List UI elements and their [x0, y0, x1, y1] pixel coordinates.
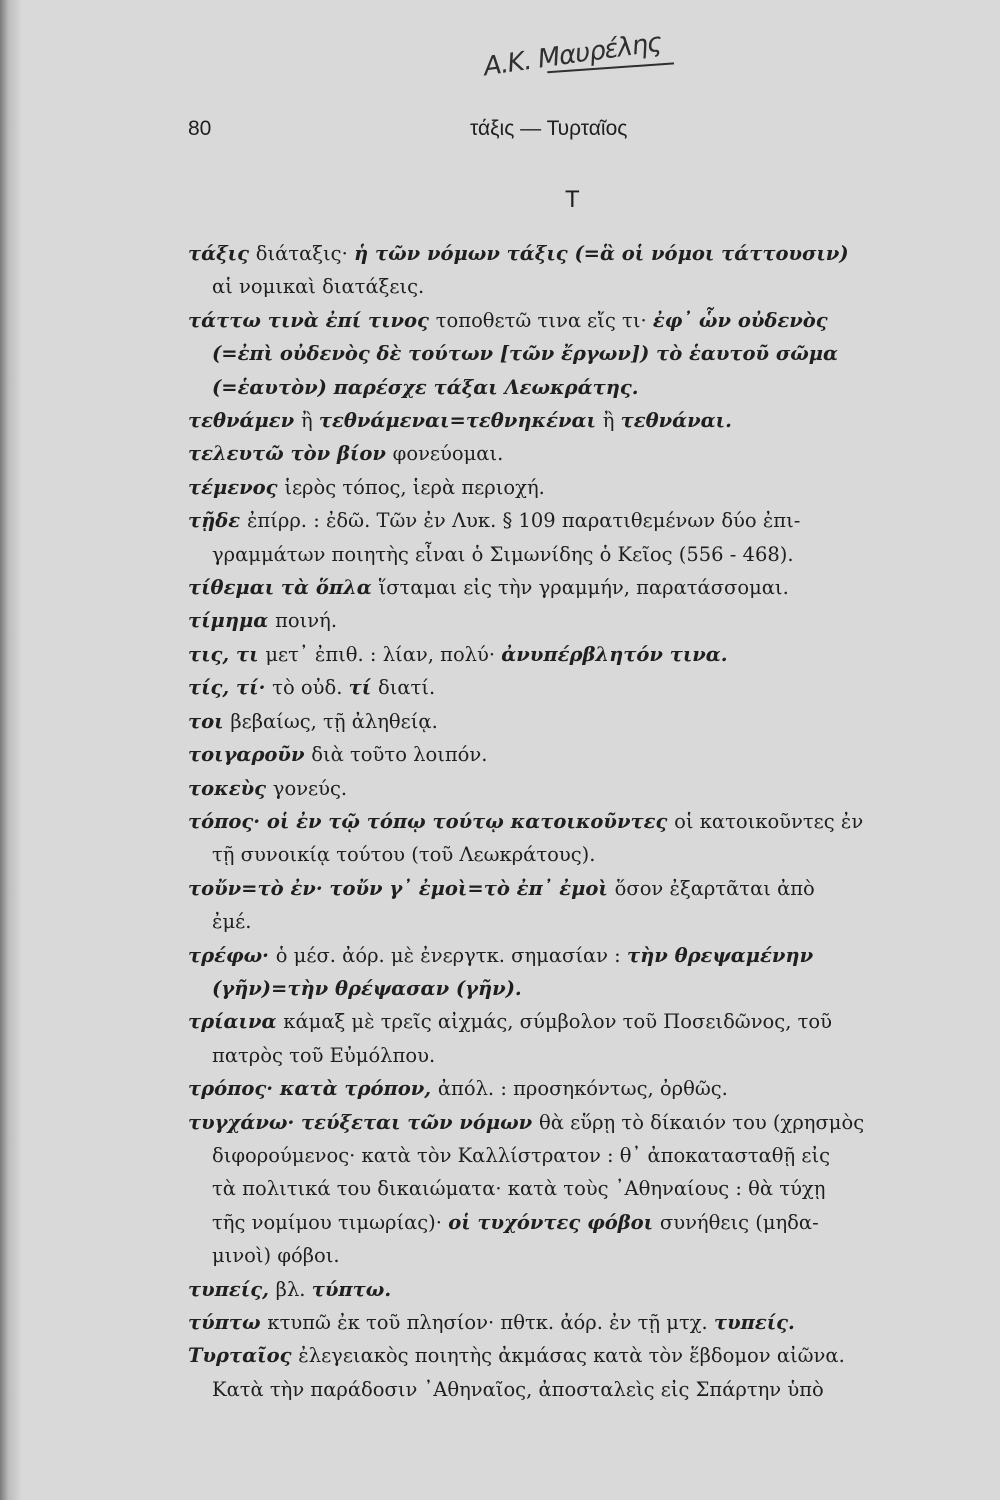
- glossary-entry-toun: [188, 872, 988, 939]
- definition-text: ποινή.: [275, 609, 338, 633]
- glossary-entry-teleuto: [188, 437, 988, 470]
- headword: τῇδε: [188, 509, 247, 533]
- entry-line: [188, 772, 988, 805]
- definition-text: τὸ οὐδ.: [272, 676, 349, 700]
- entry-line: [188, 705, 988, 738]
- definition-text: ἀπόλ. : προσηκόντως, ὀρθῶς.: [437, 1077, 728, 1101]
- entry-line: [188, 1306, 988, 1339]
- quoted-phrase: οἱ ἐν τῷ τόπῳ τούτῳ κατοικοῦντες: [266, 809, 675, 833]
- glossary-entry-tis2: [188, 671, 988, 704]
- definition-text: διφορούμενος· κατὰ τὸν Καλλίστρατον : θ᾽ ἀποκατασταθῇ εἰς: [212, 1143, 831, 1167]
- glossary-entry-typto: [188, 1306, 988, 1339]
- glossary-entry-temenos: [188, 471, 988, 504]
- headword: τίς, τί·: [188, 676, 273, 700]
- glossary-entry-timema: [188, 604, 988, 637]
- headword: τοι: [188, 709, 231, 733]
- definition-text: αἱ νομικαὶ διατάξεις.: [212, 275, 425, 299]
- definition-text: ἢ: [300, 409, 319, 433]
- entry-line: [188, 1005, 988, 1038]
- headword: τίμημα: [188, 609, 276, 633]
- section-letter: Τ: [565, 186, 580, 213]
- headword: τελευτῶ τὸν βίον: [188, 442, 393, 466]
- entry-line: [188, 604, 988, 637]
- quoted-phrase: (=ἐπὶ οὐδενὸς δὲ τούτων [τῶν ἔργων]) τὸ ἑαυτοῦ σῶμα: [212, 342, 839, 366]
- headword: τυγχάνω· τεύξεται τῶν νόμων: [188, 1110, 539, 1134]
- definition-text: ἢ: [602, 409, 621, 433]
- entry-line: [188, 1239, 988, 1272]
- page-edge-shadow: [0, 0, 22, 1500]
- entry-line: [188, 805, 988, 838]
- headword: τρέφω·: [188, 943, 276, 967]
- definition-text: διάταξις·: [255, 242, 354, 265]
- definition-text: κάμαξ μὲ τρεῖς αἰχμάς, σύμβολον τοῦ Ποσειδῶνος, τοῦ: [283, 1010, 833, 1034]
- entry-line: [188, 638, 988, 671]
- headword: τοὔν=τὸ ἐν· τοὔν γ᾽ ἐμοὶ=τὸ ἐπ᾽ ἐμοὶ: [188, 876, 615, 900]
- glossary-entry-tokeus: [188, 772, 988, 805]
- definition-text: βλ.: [275, 1277, 312, 1301]
- headword: τυπείς,: [188, 1277, 276, 1301]
- glossary-entry-tis: [188, 638, 988, 671]
- headword: Τυρταῖος: [188, 1344, 299, 1368]
- headword: τρόπος· κατὰ τρόπον,: [188, 1077, 438, 1101]
- entry-line: [188, 437, 988, 470]
- closing-paragraph: Κατὰ τὴν παράδοσιν ᾽Αθηναῖος, ἀποσταλεὶς εἰς Σπάρτην ὑπὸ: [212, 1377, 824, 1401]
- glossary-entry-tatto: [188, 304, 988, 404]
- definition-text: φονεύομαι.: [392, 442, 504, 466]
- page-number: 80: [188, 117, 212, 140]
- definition-text: μινοὶ) φόβοι.: [212, 1244, 340, 1268]
- glossary-entry-tyrtaios: [188, 1339, 988, 1372]
- definition-text: γραμμάτων ποιητὴς εἶναι ὁ Σιμωνίδης ὁ Κεῖος (556 - 468).: [212, 542, 794, 566]
- headword: τρίαινα: [188, 1010, 284, 1034]
- definition-text: διατί.: [377, 676, 436, 700]
- definition-text: βεβαίως, τῇ ἀληθείᾳ.: [230, 709, 438, 733]
- headword: τάττω τινὰ ἐπί τινος: [188, 308, 436, 332]
- definition-text: ὁ μέσ. ἀόρ. μὲ ἐνεργτκ. σημασίαν :: [275, 943, 627, 967]
- entry-line: [188, 671, 988, 704]
- glossary-entry-tynchano: [188, 1106, 988, 1273]
- glossary-entry-tide: [188, 504, 988, 571]
- headword: τίθεμαι τὰ ὅπλα: [188, 576, 379, 600]
- glossary-entry-taxis: [188, 237, 988, 304]
- glossary-entry-topos: [188, 805, 988, 872]
- definition-text: ἵσταμαι εἰς τὴν γραμμήν, παρατάσσομαι.: [378, 576, 789, 600]
- quoted-phrase: ἡ τῶν νόμων τάξις (=ἃ οἱ νόμοι τάττουσιν): [354, 242, 849, 265]
- entry-line: [188, 1072, 988, 1105]
- definition-text: κτυπῶ ἐκ τοῦ πλησίον· πθτκ. ἀόρ. ἐν τῇ μτχ.: [267, 1311, 714, 1334]
- definition-text: τοποθετῶ τινα εἴς τι·: [435, 308, 653, 332]
- definition-text: γονεύς.: [272, 776, 348, 800]
- definition-text: ἐπίρρ. : ἐδῶ. Τῶν ἐν Λυκ. § 109 παρατιθεμένων δύο ἐπι-: [246, 509, 801, 533]
- quoted-phrase: ἀνυπέρβλητόν τινα.: [501, 642, 728, 666]
- definition-text: πατρὸς τοῦ Εὐμόλπου.: [212, 1043, 436, 1067]
- glossary-entry-typeis: [188, 1273, 988, 1306]
- glossary-entry-tethnamen: [188, 404, 988, 437]
- headword: τύπτω: [188, 1311, 268, 1334]
- glossary-entry-toigaroun: [188, 738, 988, 771]
- definition-text: τῆς νομίμου τιμωρίας)·: [212, 1210, 449, 1234]
- quoted-phrase: οἱ τυχόντες φόβοι: [448, 1210, 660, 1234]
- headword: τόπος·: [188, 809, 267, 833]
- glossary-entry-trepho: [188, 939, 988, 1006]
- definition-text: ἱερὸς τόπος, ἱερὰ περιοχή.: [284, 475, 545, 499]
- headword: τις, τι: [188, 642, 266, 666]
- entry-line: [188, 371, 988, 404]
- definition-text: οἱ κατοικοῦντες ἐν: [674, 809, 864, 833]
- definition-text: ἐμέ.: [212, 910, 252, 934]
- running-head: τάξις — Τυρταῖος: [470, 117, 628, 140]
- entry-line: [188, 337, 988, 370]
- glossary-entry-triaina: [188, 1005, 988, 1072]
- entry-line: [188, 1139, 988, 1172]
- entry-line: [188, 872, 988, 905]
- entry-line: [188, 738, 988, 771]
- definition-text: διὰ τοῦτο λοιπόν.: [311, 743, 488, 767]
- headword: τάξις: [188, 242, 256, 265]
- entry-line: [188, 905, 988, 938]
- entry-line: [188, 1106, 988, 1139]
- definition-text: θὰ εὕρῃ τὸ δίκαιόν του (χρησμὸς: [539, 1110, 865, 1134]
- glossary-entry-toi: [188, 705, 988, 738]
- quoted-phrase: τί: [348, 676, 378, 700]
- glossary-entry-tithemai: [188, 571, 988, 604]
- entry-line: [188, 571, 988, 604]
- definition-text: συνήθεις (μηδα-: [659, 1210, 819, 1234]
- headword: τοκεὺς: [188, 776, 273, 800]
- entry-line: [188, 237, 988, 270]
- quoted-phrase: τὴν θρεψαμένην: [626, 943, 814, 967]
- entry-line: [188, 972, 988, 1005]
- entry-line: [188, 838, 988, 871]
- quoted-phrase: (γῆν)=τὴν θρέψασαν (γῆν).: [212, 976, 522, 1000]
- definition-text: μετ᾽ ἐπιθ. : λίαν, πολύ·: [265, 642, 502, 666]
- quoted-phrase: τεθνάμεναι=τεθνηκέναι: [318, 409, 603, 433]
- entry-line: [188, 1172, 988, 1205]
- entry-line: [188, 538, 988, 571]
- quoted-phrase: (=ἑαυτὸν) παρέσχε τάξαι Λεωκράτης.: [212, 375, 639, 399]
- handwritten-signature: Α.Κ. Μαυρέλης: [481, 27, 664, 83]
- quoted-phrase: ἐφ᾽ ὧν οὐδενὸς: [652, 308, 828, 332]
- headword: τέμενος: [188, 475, 285, 499]
- glossary-entry-tropos: [188, 1072, 988, 1105]
- entry-line: [188, 1339, 988, 1372]
- entry-line: [188, 270, 988, 303]
- definition-text: τῇ συνοικίᾳ τούτου (τοῦ Λεωκράτους).: [212, 843, 596, 867]
- definition-text: τὰ πολιτικά του δικαιώματα· κατὰ τοὺς ᾽Αθηναίους : θὰ τύχῃ: [212, 1177, 826, 1201]
- quoted-phrase: τεθνάναι.: [620, 409, 732, 433]
- entry-line: [188, 1273, 988, 1306]
- entry-line: [188, 1039, 988, 1072]
- entry-line: [188, 504, 988, 537]
- entry-line: [188, 304, 988, 337]
- entry-line: [188, 471, 988, 504]
- headword: τοιγαροῦν: [188, 743, 312, 767]
- definition-text: ὅσον ἐξαρτᾶται ἀπὸ: [614, 876, 815, 900]
- quoted-phrase: τύπτω.: [311, 1277, 392, 1301]
- quoted-phrase: τυπείς.: [713, 1311, 795, 1334]
- glossary-entries: [188, 237, 988, 1406]
- entry-line: [188, 1206, 988, 1239]
- entry-line: [188, 939, 988, 972]
- headword: τεθνάμεν: [188, 409, 301, 433]
- entry-line: [188, 404, 988, 437]
- definition-text: ἐλεγειακὸς ποιητὴς ἀκμάσας κατὰ τὸν ἕβδομον αἰῶνα.: [298, 1344, 845, 1368]
